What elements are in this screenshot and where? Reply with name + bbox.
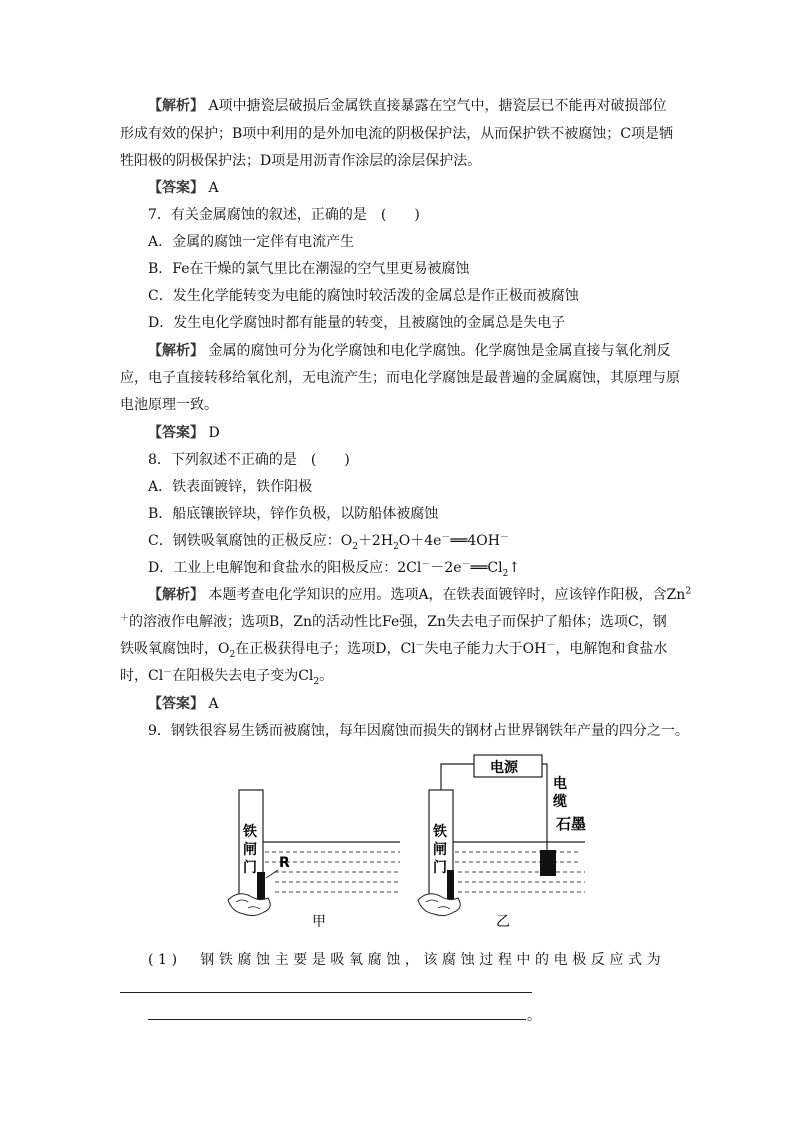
question-7-option-d: D．发生电化学腐蚀时都有能量的转变，且被腐蚀的金属总是失电子 — [148, 315, 566, 331]
power-label: 电源 — [490, 760, 518, 776]
analysis-7-line-3: 电池原理一致。 — [120, 397, 218, 413]
left-gate-label-1: 铁 — [243, 824, 257, 840]
analysis-tag: 【解析】 — [148, 98, 204, 114]
analysis-8-line-1: 【解析】 本题考查电化学知识的应用。选项A，在铁表面镀锌时，应该锌作阳极，含Zn$^2$ — [148, 586, 692, 603]
answer-blank-1[interactable] — [120, 992, 532, 993]
answer-tag: 【答案】 — [148, 696, 204, 712]
graphite-electrode — [540, 850, 556, 876]
question-9-1: (1) 钢铁腐蚀主要是吸氧腐蚀，该腐蚀过程中的电极反应式为 — [148, 952, 666, 968]
answer-tag: 【答案】 — [148, 180, 204, 196]
question-7-option-a: A．金属的腐蚀一定伴有电流产生 — [148, 234, 355, 250]
analysis-tag: 【解析】 — [148, 343, 204, 359]
question-8-option-a: A．铁表面镀锌，铁作阳极 — [148, 479, 313, 495]
analysis-6-line-1: 【解析】 A项中搪瓷层破损后金属铁直接暴露在空气中，搪瓷层已不能再对破损部位 — [148, 98, 667, 114]
question-8-option-b: B．船底镶嵌锌块，锌作负极，以防船体被腐蚀 — [148, 506, 439, 522]
answer-6: 【答案】 A — [148, 180, 219, 196]
answer-7: 【答案】 D — [148, 425, 220, 441]
question-9-stem: 9．钢铁很容易生锈而被腐蚀，每年因腐蚀而损失的钢材占世界钢铁年产量的四分之一。 — [148, 723, 689, 739]
question-7-option-b: B．Fe在干燥的氯气里比在潮湿的空气里更易被腐蚀 — [148, 261, 470, 277]
figure-right — [418, 755, 586, 930]
left-caption: 甲 — [312, 914, 326, 930]
question-8-option-d: D．工业上电解饱和食盐水的阳极反应：$2Cl^--2e^-══Cl_2↑$ — [148, 559, 521, 579]
analysis-tag: 【解析】 — [148, 587, 204, 603]
question-7-stem: 7．有关金属腐蚀的叙述，正确的是 ( ) — [148, 207, 420, 223]
cable-label-1: 电 — [553, 776, 567, 792]
right-caption: 乙 — [496, 914, 510, 930]
analysis-8-line-2: ＋的溶液作电解液；选项B，Zn的活动性比Fe强，Zn失去电子而保护了船体；选项C，钢 — [120, 613, 667, 630]
answer-tag: 【答案】 — [148, 425, 204, 441]
right-gate-label-3: 门 — [433, 860, 447, 876]
analysis-6-line-2: 形成有效的保护；B项中利用的是外加电流的阴极保护法，从而保护铁不被腐蚀；C项是牺 — [120, 126, 673, 142]
analysis-7-line-2: 应，电子直接转移给氧化剂，无电流产生；而电化学腐蚀是最普遍的金属腐蚀，其原理与原 — [120, 370, 680, 386]
figure-left — [228, 790, 400, 930]
left-gate-label-3: 门 — [243, 860, 257, 876]
graphite-label: 石墨 — [556, 815, 587, 833]
answer-end-mark: 。 — [527, 1008, 541, 1024]
right-gate-label-2: 闸 — [433, 842, 447, 858]
answer-blank-2[interactable] — [148, 1019, 526, 1020]
question-7-option-c: C．发生化学能转变为电能的腐蚀时较活泼的金属总是作正极而被腐蚀 — [148, 288, 579, 304]
analysis-6-line-3: 牲阳极的阴极保护法；D项是用沥青作涂层的涂层保护法。 — [120, 153, 482, 169]
cable-label-2: 缆 — [553, 794, 567, 810]
analysis-7-line-1: 【解析】 金属的腐蚀可分为化学腐蚀和电化学腐蚀。化学腐蚀是金属直接与氧化剂反 — [148, 343, 671, 359]
right-gate-label-1: 铁 — [433, 824, 447, 840]
question-8-option-c: C．钢铁吸氧腐蚀的正极反应：$O_2+2H_2O+4e^-══4OH^-$ — [148, 532, 509, 552]
analysis-8-line-3: 铁吸氧腐蚀时，$O_2$在正极获得电子；选项D，Cl－失电子能力大于OH－，电解饱和食盐水 — [120, 640, 668, 660]
left-r-label: R — [279, 855, 290, 871]
question-8-stem: 8．下列叙述不正确的是 ( ) — [148, 452, 350, 468]
analysis-8-line-4: 时，Cl－在阳极失去电子变为$Cl_2$。 — [120, 667, 334, 687]
answer-8: 【答案】 A — [148, 696, 219, 712]
right-gate-base — [447, 870, 454, 902]
figure-iron-gate-protection — [0, 750, 794, 950]
left-gate-label-2: 闸 — [243, 842, 257, 858]
